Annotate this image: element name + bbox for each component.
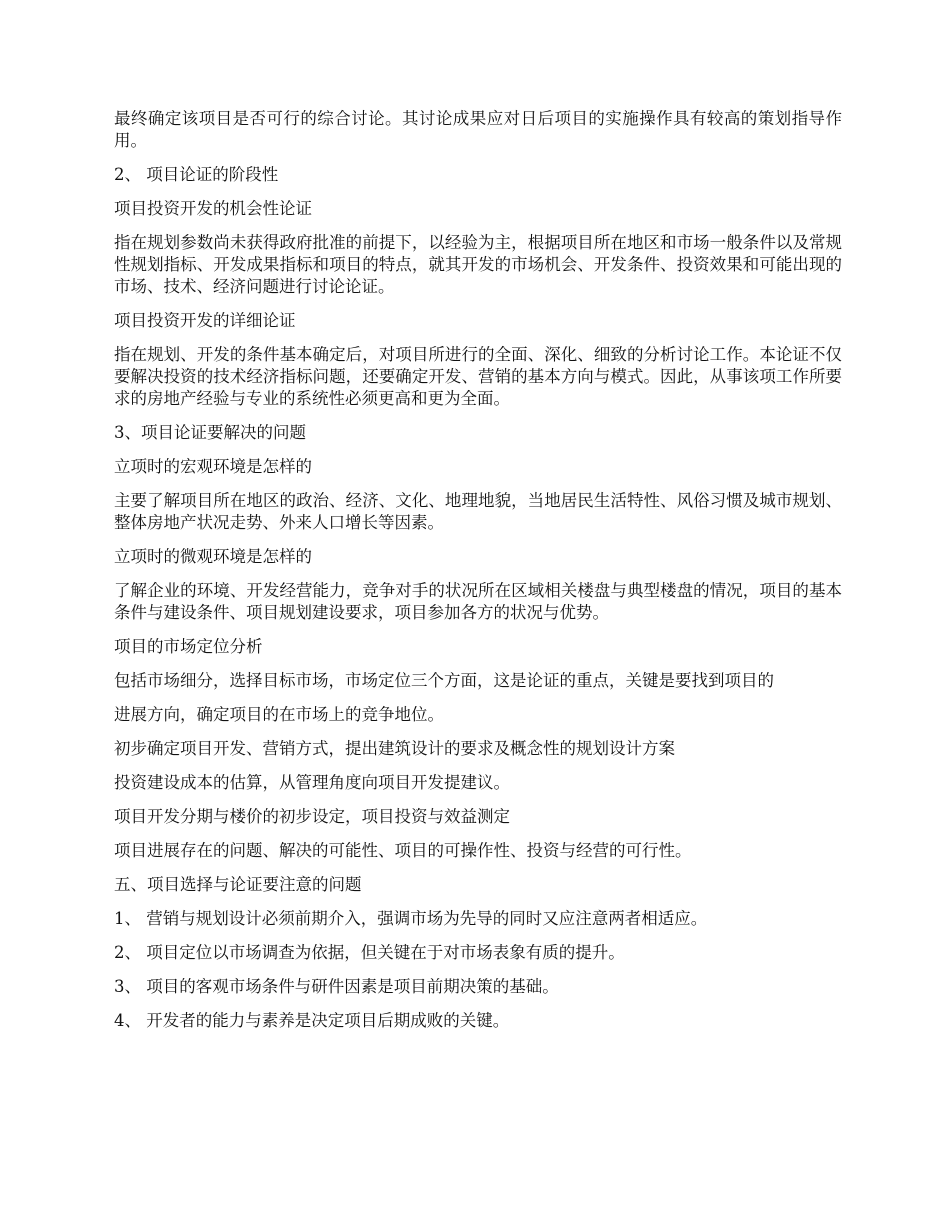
paragraph-20: 1、 营销与规划设计必须前期介入，强调市场为先导的同时又应注意两者相适应。	[114, 909, 708, 928]
paragraph-7: 3、项目论证要解决的问题	[114, 423, 306, 442]
paragraph-9: 主要了解项目所在地区的政治、经济、文化、地理地貌，当地居民生活特性、风俗习惯及城市规划、整体房地产状况走势、外来人口增长等因素。	[114, 491, 842, 532]
paragraph-10: 立项时的微观环境是怎样的	[114, 547, 312, 566]
paragraph-23: 4、 开发者的能力与素养是决定项目后期成败的关键。	[114, 1011, 510, 1030]
paragraph-8: 立项时的宏观环境是怎样的	[114, 457, 312, 476]
paragraph-4: 指在规划参数尚未获得政府批准的前提下，以经验为主，根据项目所在地区和市场一般条件以及常规性规划指标、开发成果指标和项目的特点，就其开发的市场机会、开发条件、投资效果和可能出现的市场、技术、经济问题进行讨论论证。	[114, 233, 842, 296]
paragraph-11: 了解企业的环境、开发经营能力，竞争对手的状况所在区域相关楼盘与典型楼盘的情况，项目的基本条件与建设条件、项目规划建设要求，项目参加各方的状况与优势。	[114, 581, 842, 622]
paragraph-6: 指在规划、开发的条件基本确定后，对项目所进行的全面、深化、细致的分析讨论工作。本论证不仅要解决投资的技术经济指标问题，还要确定开发、营销的基本方向与模式。因此，从事该项工作所要求的房地产经验与专业的系统性必须更高和更为全面。	[114, 345, 842, 408]
paragraph-17: 项目开发分期与楼价的初步设定，项目投资与效益测定	[114, 807, 510, 826]
paragraph-13: 包括市场细分，选择目标市场，市场定位三个方面，这是论证的重点，关键是要找到项目的	[114, 671, 774, 690]
paragraph-5: 项目投资开发的详细论证	[114, 311, 296, 330]
paragraph-19: 五、项目选择与论证要注意的问题	[114, 875, 362, 894]
paragraph-15: 初步确定项目开发、营销方式，提出建筑设计的要求及概念性的规划设计方案	[114, 739, 675, 758]
paragraph-3: 项目投资开发的机会性论证	[114, 199, 312, 218]
paragraph-12: 项目的市场定位分析	[114, 637, 263, 656]
paragraph-14: 进展方向，确定项目的在市场上的竞争地位。	[114, 705, 444, 724]
paragraph-16: 投资建设成本的估算，从管理角度向项目开发提建议。	[114, 773, 510, 792]
document-body	[114, 108, 842, 1044]
paragraph-21: 2、 项目定位以市场调查为依据，但关键在于对市场表象有质的提升。	[114, 943, 625, 962]
paragraph-22: 3、 项目的客观市场条件与研件因素是项目前期决策的基础。	[114, 977, 559, 996]
paragraph-18: 项目进展存在的问题、解决的可能性、项目的可操作性、投资与经营的可行性。	[114, 841, 692, 860]
paragraph-2: 2、 项目论证的阶段性	[114, 165, 279, 184]
paragraph-1: 最终确定该项目是否可行的综合讨论。其讨论成果应对日后项目的实施操作具有较高的策划指导作用。	[114, 109, 842, 150]
